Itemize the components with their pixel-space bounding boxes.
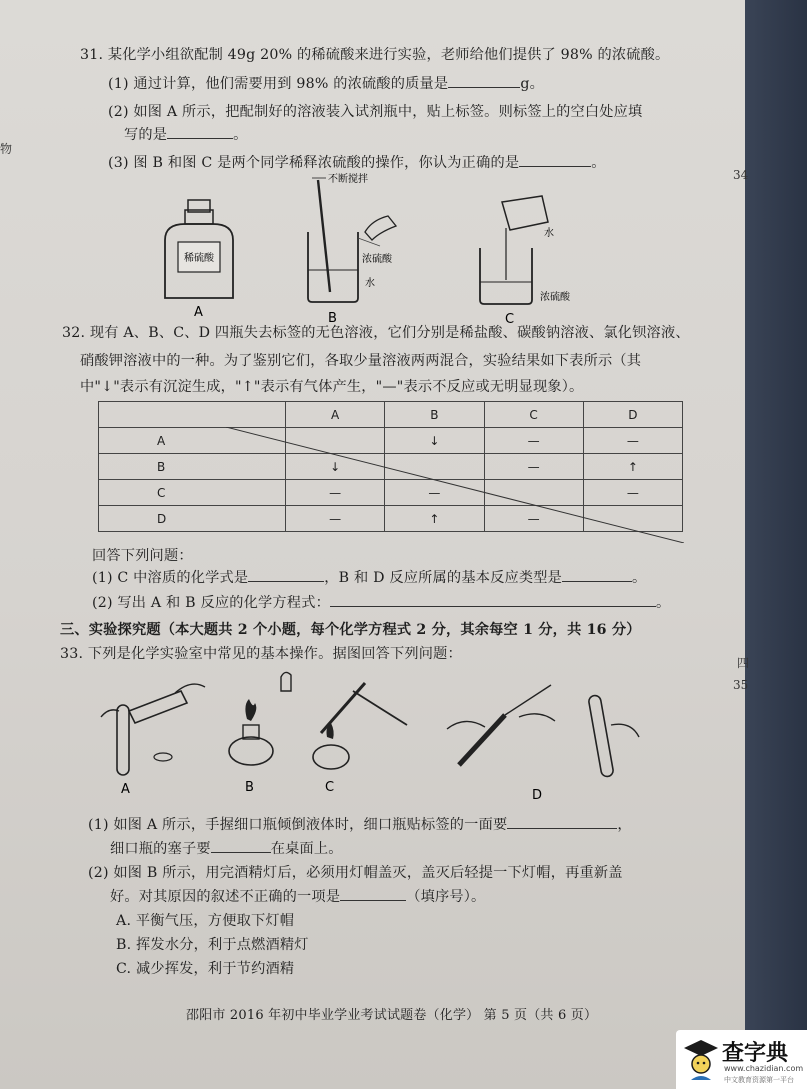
- heating-tube-icon: [313, 683, 407, 769]
- watermark-brand: 查字典: [722, 1041, 789, 1066]
- right-margin-fragment-1: 34: [733, 168, 749, 182]
- watermark: [676, 1030, 807, 1089]
- q31-stem: 31. 某化学小组欲配制 49g 20% 的稀硫酸来进行实验，老师给他们提供了 98% 的浓硫酸。: [80, 47, 670, 63]
- background-edge: [745, 0, 807, 1089]
- beaker-c-icon: [480, 196, 548, 304]
- table-cell: —: [286, 506, 385, 532]
- label-stir: 不断搅拌: [328, 174, 368, 185]
- right-margin-fragment-3: 35: [733, 678, 749, 692]
- fig31-a-label: A: [194, 305, 203, 320]
- table-cell: —: [583, 480, 682, 506]
- q32-answer1: (1) C 中溶质的化学式是 ，B 和 D 反应所属的基本反应类型是 。: [92, 570, 647, 586]
- q33-option-c: C. 减少挥发，利于节约酒精: [116, 961, 295, 977]
- q33-part2-line1: (2) 如图 B 所示，用完酒精灯后，必须用灯帽盖灭，盖灭后轻提一下灯帽，再重新盖: [88, 865, 623, 881]
- table-header-row: [99, 402, 683, 428]
- left-margin-fragment: 物: [0, 142, 13, 156]
- label-acid-c: 浓硫酸: [540, 292, 570, 303]
- q33-part1-line1: (1) 如图 A 所示，手握细口瓶倾倒液体时，细口瓶贴标签的一面要 ，: [88, 817, 632, 833]
- fig31-c-label: C: [505, 312, 515, 327]
- watermark-slogan: 中文教育资源第一平台: [724, 1076, 794, 1084]
- q32-answer-head: 回答下列问题：: [92, 548, 193, 564]
- test-tube-icon: [588, 695, 639, 778]
- page-footer: 邵阳市 2016 年初中毕业学业考试试题卷（化学） 第 5 页（共 6 页）: [186, 1008, 598, 1023]
- table-corner-cell: [99, 402, 286, 428]
- reagent-bottle-icon: [165, 200, 233, 298]
- table-diagonal: [226, 427, 684, 543]
- q33-part1-line2: 细口瓶的塞子要 在桌面上。: [110, 841, 343, 857]
- q33-part2-line2: 好。对其原因的叙述不正确的一项是 （填序号）。: [110, 889, 486, 905]
- table-cell: ↑: [385, 506, 484, 532]
- table-row-header: C: [99, 480, 286, 506]
- q31-part3: (3) 图 B 和图 C 是两个同学稀释浓硫酸的操作，你认为正确的是 。: [108, 155, 606, 171]
- pouring-liquid-icon: [101, 684, 205, 775]
- q32-line2: 硝酸钾溶液中的一种。为了鉴别它们，各取少量溶液两两混合，实验结果如下表所示（其: [80, 353, 642, 369]
- table-col-header: B: [385, 402, 484, 428]
- q31-part1: (1) 通过计算，他们需要用到 98% 的浓硫酸的质量是 g。: [108, 76, 544, 92]
- table-row-header: B: [99, 454, 286, 480]
- table-cell: —: [484, 506, 583, 532]
- table-cell: —: [484, 454, 583, 480]
- table-cell: ↑: [583, 454, 682, 480]
- q33-option-b: B. 挥发水分，利于点燃酒精灯: [116, 937, 309, 953]
- table-cell: ↓: [286, 454, 385, 480]
- q32-line3: 中"↓"表示有沉淀生成，"↑"表示有气体产生，"—"表示不反应或无明显现象）。: [80, 379, 584, 395]
- table-col-header: D: [583, 402, 682, 428]
- beaker-b-icon: [308, 180, 396, 302]
- table-cell: ↓: [385, 428, 484, 454]
- table-row-header: A: [99, 428, 286, 454]
- table-cell: —: [484, 428, 583, 454]
- section3-heading: 三、实验探究题（本大题共 2 个小题，每个化学方程式 2 分，其余每空 1 分，共 16 分）: [60, 622, 641, 638]
- table-col-header: A: [286, 402, 385, 428]
- table-cell: —: [583, 428, 682, 454]
- table-cell: —: [286, 480, 385, 506]
- fig31-b-label: B: [328, 311, 337, 326]
- fig33-d-label: D: [532, 788, 543, 803]
- dropper-icon: [447, 685, 555, 765]
- label-water-b: 水: [365, 278, 375, 289]
- q33-figure: [95, 665, 655, 805]
- graduate-logo-icon: [682, 1036, 720, 1082]
- q32-answer2: (2) 写出 A 和 B 反应的化学方程式： 。: [92, 595, 671, 611]
- q33-stem: 33. 下列是化学实验室中常见的基本操作。据图回答下列问题：: [60, 646, 462, 662]
- fig33-c-label: C: [325, 780, 335, 795]
- watermark-url: www.chazidian.com: [724, 1064, 804, 1073]
- table-row-header: D: [99, 506, 286, 532]
- q31-part2-line1: (2) 如图 A 所示，把配制好的溶液装入试剂瓶中，贴上标签。则标签上的空白处应填: [108, 104, 643, 120]
- table-col-header: C: [484, 402, 583, 428]
- q31-figure: [150, 170, 590, 332]
- table-cell: —: [385, 480, 484, 506]
- label-acid-b: 浓硫酸: [362, 254, 392, 265]
- q32-line1: 32. 现有 A、B、C、D 四瓶失去标签的无色溶液，它们分别是稀盐酸、碳酸钠溶液、氯化钡溶液、: [62, 325, 690, 341]
- fig33-a-label: A: [121, 782, 130, 797]
- alcohol-lamp-icon: [229, 672, 291, 765]
- fig33-b-label: B: [245, 780, 254, 795]
- q31-part2-line2: 写的是 。: [124, 127, 248, 143]
- right-margin-fragment-2: 四: [737, 656, 750, 670]
- label-water-c: 水: [544, 228, 554, 239]
- bottle-label-text: 稀硫酸: [184, 253, 214, 264]
- q33-option-a: A. 平衡气压，方便取下灯帽: [116, 913, 295, 929]
